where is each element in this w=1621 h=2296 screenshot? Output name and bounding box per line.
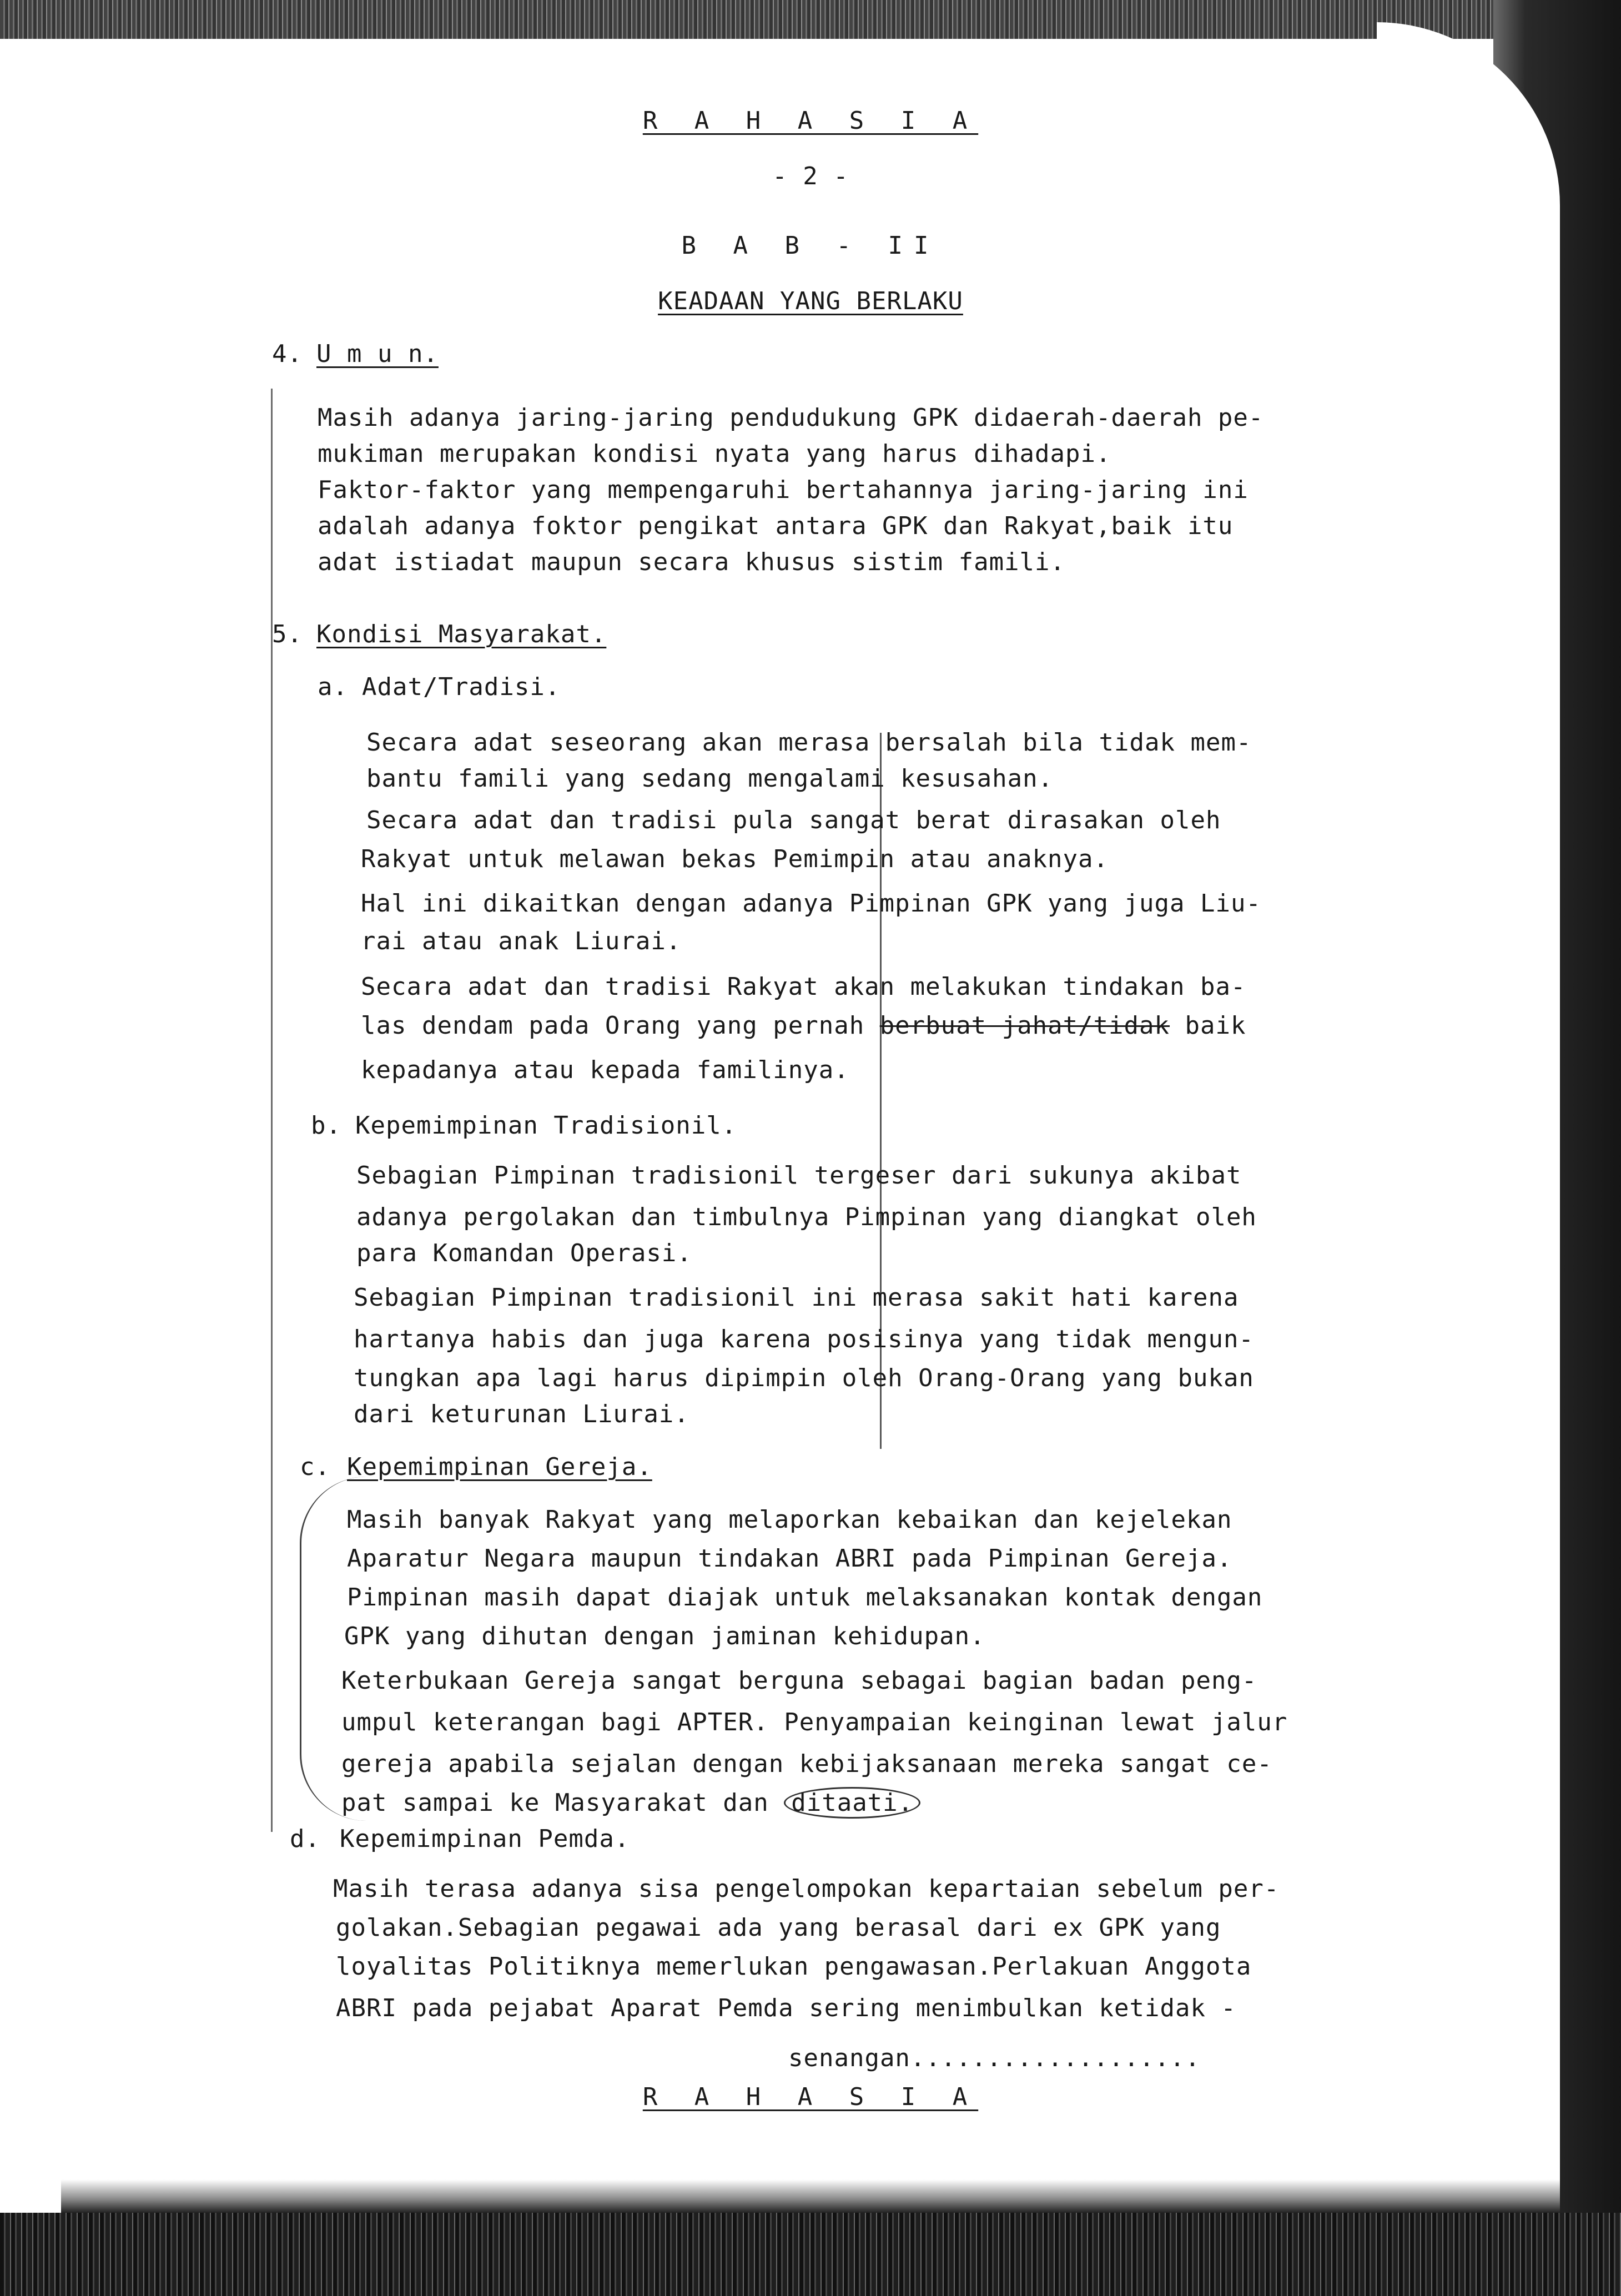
sub-a-line-text: las dendam pada Orang yang pernah bbox=[361, 1011, 865, 1040]
sub-b-line: Sebagian Pimpinan tradisionil ini merasa sakit hati karena bbox=[354, 1283, 1239, 1312]
paper-edge-bottom bbox=[61, 2179, 1560, 2213]
sub-c-line: umpul keterangan bagi APTER. Penyampaian keinginan lewat jalur bbox=[341, 1708, 1288, 1736]
sub-a-line: Hal ini dikaitkan dengan adanya Pimpinan GPK yang juga Liu- bbox=[361, 889, 1261, 918]
sub-d-line: ABRI pada pejabat Aparat Pemda sering menimbulkan ketidak - bbox=[336, 1994, 1236, 2022]
sub-a-heading: Adat/Tradisi. bbox=[362, 673, 561, 701]
paper-corner-curl bbox=[1377, 22, 1560, 2221]
sub-b-label: b. bbox=[311, 1111, 341, 1140]
sub-b-line: para Komandan Operasi. bbox=[356, 1239, 692, 1267]
sub-b-line: Sebagian Pimpinan tradisionil tergeser dari sukunya akibat bbox=[356, 1161, 1242, 1190]
section-4-line: adalah adanya foktor pengikat antara GPK dan Rakyat,baik itu bbox=[318, 512, 1234, 540]
sub-d-line: golakan.Sebagian pegawai ada yang berasal dari ex GPK yang bbox=[336, 1914, 1221, 1942]
sub-a-line: Rakyat untuk melawan bekas Pemimpin atau anaknya. bbox=[361, 845, 1109, 873]
classification-header: R A H A S I A bbox=[642, 107, 979, 135]
section-4-line: adat istiadat maupun secara khusus sistim famili. bbox=[318, 548, 1066, 576]
section-5-number: 5. bbox=[272, 620, 303, 648]
section-4-line: mukiman merupakan kondisi nyata yang harus dihadapi. bbox=[318, 440, 1111, 468]
sub-c-line: gereja apabila sejalan dengan kebijaksanaan mereka sangat ce- bbox=[341, 1750, 1272, 1778]
margin-rule-line bbox=[271, 389, 273, 1832]
classification-footer: R A H A S I A bbox=[642, 2083, 979, 2111]
sub-a-label: a. bbox=[318, 673, 348, 701]
sub-d-line: Masih terasa adanya sisa pengelompokan kepartaian sebelum per- bbox=[333, 1875, 1280, 1903]
section-4-number: 4. bbox=[272, 340, 303, 368]
section-4-line: Masih adanya jaring-jaring pendudukung GPK didaerah-daerah pe- bbox=[318, 404, 1264, 432]
chapter-label: B A B - II bbox=[681, 231, 940, 260]
sub-b-line: adanya pergolakan dan timbulnya Pimpinan yang diangkat oleh bbox=[356, 1203, 1257, 1231]
scan-border-bottom bbox=[0, 2213, 1621, 2296]
sub-a-line: kepadanya atau kepada familinya. bbox=[361, 1056, 849, 1084]
sub-c-line: Pimpinan masih dapat diajak untuk melaksanakan kontak dengan bbox=[347, 1583, 1263, 1612]
section-4-line: Faktor-faktor yang mempengaruhi bertahannya jaring-jaring ini bbox=[318, 476, 1249, 504]
struck-through-text: berbuat jahat/tidak bbox=[879, 1011, 1170, 1040]
sub-c-line: GPK yang dihutan dengan jaminan kehidupan. bbox=[344, 1622, 985, 1650]
sub-c-line-text: pat sampai ke Masyarakat dan bbox=[341, 1789, 769, 1817]
sub-b-line: hartanya habis dan juga karena posisinya yang tidak mengun- bbox=[354, 1325, 1254, 1353]
sub-d-heading: Kepemimpinan Pemda. bbox=[340, 1825, 630, 1853]
sub-a-line: Secara adat seseorang akan merasa bersalah bila tidak mem- bbox=[366, 728, 1252, 757]
page-title: KEADAAN YANG BERLAKU bbox=[658, 287, 963, 315]
circled-word: ditaati. bbox=[784, 1787, 920, 1819]
continuation-catchword: senangan................... bbox=[788, 2044, 1201, 2072]
sub-b-line: dari keturunan Liurai. bbox=[354, 1400, 689, 1428]
sub-a-line-with-strike bbox=[361, 1010, 1246, 1041]
sub-b-line: tungkan apa lagi harus dipimpin oleh Orang-Orang yang bukan bbox=[354, 1364, 1254, 1392]
sub-c-line: Aparatur Negara maupun tindakan ABRI pada Pimpinan Gereja. bbox=[347, 1544, 1232, 1573]
sub-a-line: Secara adat dan tradisi pula sangat berat dirasakan oleh bbox=[366, 806, 1221, 834]
section-5-heading: Kondisi Masyarakat. bbox=[316, 620, 607, 648]
sub-c-line: Keterbukaan Gereja sangat berguna sebagai bagian badan peng- bbox=[341, 1666, 1257, 1695]
sub-a-line: Secara adat dan tradisi Rakyat akan melakukan tindakan ba- bbox=[361, 973, 1246, 1001]
sub-c-heading: Kepemimpinan Gereja. bbox=[347, 1453, 652, 1481]
sub-d-label: d. bbox=[290, 1825, 320, 1853]
sub-c-line: Masih banyak Rakyat yang melaporkan kebaikan dan kejelekan bbox=[347, 1506, 1232, 1534]
page-number: - 2 - bbox=[772, 162, 849, 190]
sub-a-line: rai atau anak Liurai. bbox=[361, 927, 682, 955]
sub-c-label: c. bbox=[300, 1453, 330, 1481]
sub-d-line: loyalitas Politiknya memerlukan pengawasan.Perlakuan Anggota bbox=[336, 1952, 1252, 1981]
section-4-heading: U m u n. bbox=[316, 340, 439, 368]
sub-a-line: bantu famili yang sedang mengalami kesusahan. bbox=[366, 764, 1054, 793]
sub-a-line-text: baik bbox=[1185, 1011, 1246, 1040]
sub-b-heading: Kepemimpinan Tradisionil. bbox=[355, 1111, 737, 1140]
sub-c-line-with-circle bbox=[341, 1788, 920, 1819]
